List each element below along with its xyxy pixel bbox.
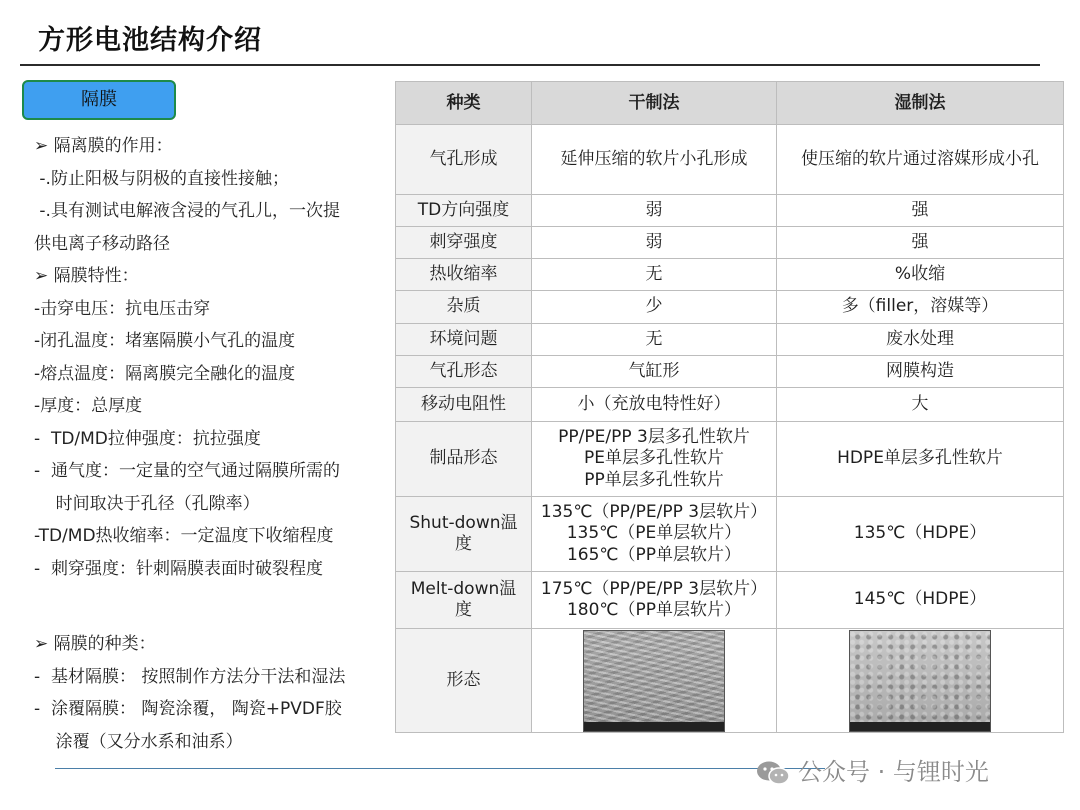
row-label: Melt-down温 度: [396, 572, 532, 629]
row-label: 热收缩率: [396, 259, 532, 291]
table-cell: [532, 629, 777, 733]
table-cell: 强: [777, 227, 1064, 259]
sem-scale-bar: [584, 722, 724, 731]
text-line: - 涂覆隔膜： 陶瓷涂覆， 陶瓷+PVDF胶: [34, 699, 342, 719]
row-label: 形态: [396, 629, 532, 733]
row-label: 气孔形态: [396, 356, 532, 388]
footer-divider: [55, 768, 825, 769]
table-cell: 使压缩的软片通过溶媒形成小孔: [777, 125, 1064, 195]
table-row-morphology: [396, 629, 1064, 733]
table-row: [396, 572, 1064, 629]
table-row: [396, 195, 1064, 227]
row-label: 气孔形成: [396, 125, 532, 195]
text-line: 供电离子移动路径: [34, 233, 170, 254]
table-cell: 网膜构造: [777, 356, 1064, 388]
text-line: -闭孔温度：堵塞隔膜小气孔的温度: [34, 331, 296, 351]
header-type: 种类: [396, 82, 532, 125]
text-line: - 通气度：一定量的空气通过隔膜所需的: [34, 461, 340, 481]
row-label: 环境问题: [396, 324, 532, 356]
separator-types: [34, 628, 379, 758]
text-line: -熔点温度：隔离膜完全融化的温度: [34, 363, 296, 384]
table-row: [396, 497, 1064, 572]
separator-description: [34, 130, 379, 585]
table-cell: 无: [532, 259, 777, 291]
text-line: -击穿电压：抗电压击穿: [34, 298, 211, 319]
table-cell: HDPE单层多孔性软片: [777, 422, 1064, 497]
dry-process-sem-image: [583, 630, 725, 732]
text-line: ➢ 隔离膜的作用：: [34, 136, 173, 156]
table-cell: 大: [777, 388, 1064, 422]
row-label: 移动电阻性: [396, 388, 532, 422]
table-cell: 弱: [532, 195, 777, 227]
comparison-table: [395, 81, 1064, 733]
table-cell: 多（filler，溶媒等）: [777, 291, 1064, 324]
title-divider: [20, 64, 1040, 66]
table-row: [396, 227, 1064, 259]
watermark-text: 公众号 · 与锂时光: [798, 758, 989, 786]
table-cell: PP/PE/PP 3层多孔性软片 PE单层多孔性软片 PP单层多孔性软片: [532, 422, 777, 497]
header-wet-process: 湿制法: [777, 82, 1064, 125]
table-cell: 强: [777, 195, 1064, 227]
table-row: [396, 259, 1064, 291]
watermark: [756, 752, 989, 787]
table-row: [396, 388, 1064, 422]
text-line: 时间取决于孔径（孔隙率）: [34, 493, 260, 514]
table-cell: %收缩: [777, 259, 1064, 291]
table-cell: 延伸压缩的软片小孔形成: [532, 125, 777, 195]
table-cell: 135℃（HDPE）: [777, 497, 1064, 572]
table-cell: [777, 629, 1064, 733]
text-line: -.具有测试电解液含浸的气孔儿，一次提: [34, 201, 340, 221]
table-cell: 弱: [532, 227, 777, 259]
row-label: Shut-down温 度: [396, 497, 532, 572]
table-cell: 135℃（PP/PE/PP 3层软片） 135℃（PE单层软片） 165℃（PP单层软片）: [532, 497, 777, 572]
sem-scale-bar: [850, 722, 990, 731]
text-line: -TD/MD热收缩率：一定温度下收缩程度: [34, 526, 334, 546]
table-cell: 少: [532, 291, 777, 324]
row-label: 刺穿强度: [396, 227, 532, 259]
text-line: 涂覆（又分水系和油系）: [34, 731, 243, 752]
text-line: ➢ 隔膜的种类：: [34, 634, 156, 654]
table-row: [396, 356, 1064, 388]
text-line: - 刺穿强度：针刺隔膜表面时破裂程度: [34, 558, 323, 579]
header-dry-process: 干制法: [532, 82, 777, 125]
table-row: [396, 125, 1064, 195]
text-line: ➢ 隔膜特性：: [34, 266, 139, 286]
text-line: -.防止阳极与阴极的直接性接触；: [34, 168, 289, 189]
table-cell: 175℃（PP/PE/PP 3层软片） 180℃（PP单层软片）: [532, 572, 777, 629]
row-label: 制品形态: [396, 422, 532, 497]
table-cell: 无: [532, 324, 777, 356]
table-row: [396, 422, 1064, 497]
page-title: 方形电池结构介绍: [38, 25, 262, 56]
text-line: -厚度：总厚度: [34, 396, 143, 416]
table-cell: 145℃（HDPE）: [777, 572, 1064, 629]
wechat-icon: [756, 760, 790, 786]
table-row: [396, 291, 1064, 324]
text-line: - TD/MD拉伸强度：抗拉强度: [34, 428, 261, 449]
table-header-row: [396, 82, 1064, 125]
row-label: 杂质: [396, 291, 532, 324]
table-cell: 废水处理: [777, 324, 1064, 356]
text-line: - 基材隔膜： 按照制作方法分干法和湿法: [34, 666, 346, 687]
separator-tag: 隔膜: [22, 80, 176, 120]
wet-process-sem-image: [849, 630, 991, 732]
table-cell: 气缸形: [532, 356, 777, 388]
table-cell: 小（充放电特性好）: [532, 388, 777, 422]
table-row: [396, 324, 1064, 356]
row-label: TD方向强度: [396, 195, 532, 227]
